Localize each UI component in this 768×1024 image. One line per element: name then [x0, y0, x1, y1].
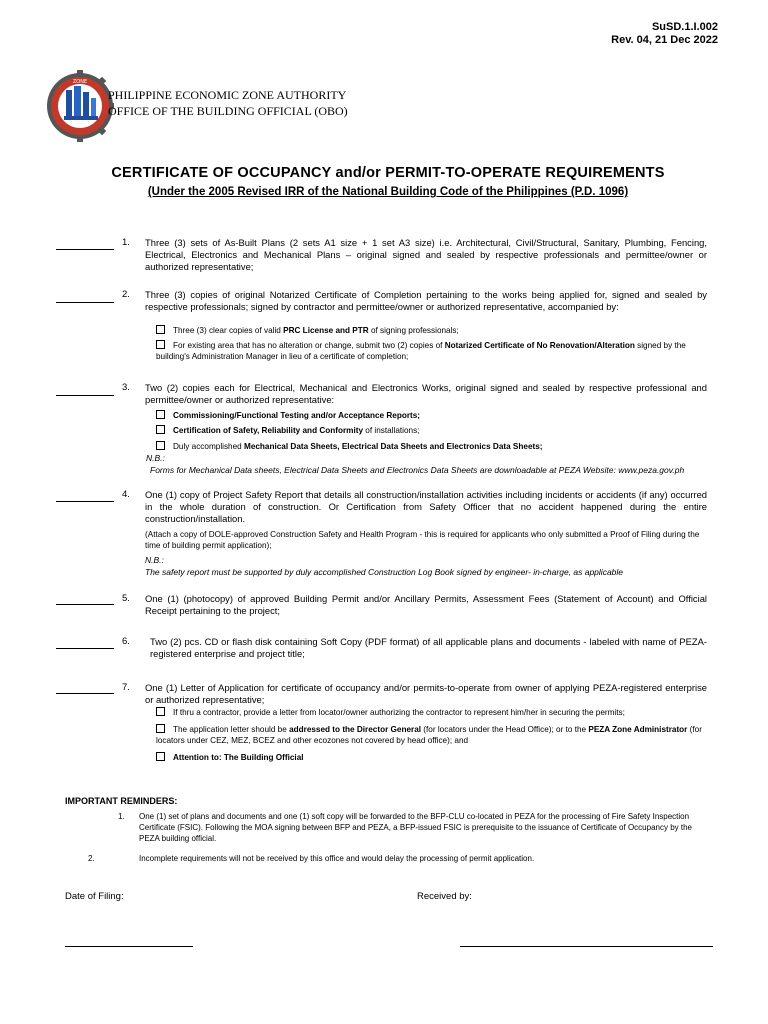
office-name: OFFICE OF THE BUILDING OFFICIAL (OBO) [108, 104, 348, 118]
checkline-item-2[interactable] [56, 302, 114, 303]
page-title: CERTIFICATE OF OCCUPANCY and/or PERMIT-TO-OPERATE REQUIREMENTS [111, 165, 665, 181]
reminder-number: 1. [118, 812, 125, 821]
checkbox[interactable] [156, 325, 165, 334]
reminders-heading: IMPORTANT REMINDERS: [65, 796, 178, 806]
checkbox[interactable] [156, 441, 165, 450]
checkbox[interactable] [156, 425, 165, 434]
item-number: 1. [122, 237, 130, 248]
item-text: Two (2) pcs. CD or flash disk containing Soft Copy (PDF format) of all applicable plans and documents - labeled with name of PEZA-registered enterprise and project title; [150, 636, 707, 659]
svg-text:ZONE: ZONE [72, 79, 88, 85]
reminder-number: 2. [88, 854, 95, 863]
checkline-item-5[interactable] [56, 604, 114, 605]
nb-label: N.B.: [145, 555, 164, 565]
list-item: If thru a contractor, provide a letter from locator/owner authorizing the contractor to represent him/her in securing the permits; [156, 707, 706, 718]
item-note: (Attach a copy of DOLE-approved Construction Safety and Health Program - this is required for applicants who only submitted a Proof of Filing during the time of building permit application); [145, 530, 700, 550]
nb-label: N.B.: [146, 453, 165, 463]
revision-date: Rev. 04, 21 Dec 2022 [611, 34, 718, 46]
item-text: One (1) copy of Project Safety Report that details all construction/installation activities including incidents or accidents (if any) occurred in the whole duration of construction. Or Certification from Safety Officer that no accident happened during the entire construction/installation. [145, 489, 707, 524]
org-name: PHILIPPINE ECONOMIC ZONE AUTHORITY [108, 88, 347, 102]
checkbox[interactable] [156, 752, 165, 761]
checkbox[interactable] [156, 707, 165, 716]
nb-text: The safety report must be supported by duly accomplished Construction Log Book signed by engineer- in-charge, as applicable [145, 567, 624, 577]
peza-logo [42, 70, 114, 142]
item-number: 2. [122, 289, 130, 300]
checkline-item-6[interactable] [56, 648, 114, 649]
checkbox[interactable] [156, 340, 165, 349]
item-number: 5. [122, 593, 130, 604]
item-number: 7. [122, 682, 130, 693]
checkbox[interactable] [156, 410, 165, 419]
document-code: SuSD.1.I.002 [651, 21, 718, 33]
checkbox[interactable] [156, 724, 165, 733]
item-number: 4. [122, 489, 130, 500]
checkline-item-1[interactable] [56, 249, 114, 250]
page-subtitle: (Under the 2005 Revised IRR of the National Building Code of the Philippines (P.D. 1096) [147, 186, 629, 198]
list-item: The application letter should be addressed to the Director General (for locators under the Head Office); or to the PEZA Zone Administrator (for locators under CEZ, MEZ, BCEZ and other ecozones not covered by head office); and [156, 725, 702, 745]
checkline-item-3[interactable] [56, 395, 114, 396]
received-by-label: Received by: [417, 891, 472, 902]
item-number: 6. [122, 636, 130, 647]
item-text: Three (3) sets of As-Built Plans (2 sets A1 size + 1 set A3 size) i.e. Architectural, Civil/Structural, Sanitary, Plumbing, Fencing, Electrical, Electronics and Mechanical Plans – original signed and sealed by respective professionals and permittee/owner or authorized representative; [145, 237, 707, 272]
checkline-item-4[interactable] [56, 501, 114, 502]
list-item: Three (3) clear copies of valid PRC License and PTR of signing professionals; [156, 325, 706, 336]
item-text: One (1) (photocopy) of approved Building Permit and/or Ancillary Permits, Assessment Fees (Statement of Account) and Official Receipt pertaining to the project; [145, 593, 707, 616]
received-by-line[interactable] [460, 946, 713, 947]
list-item: Attention to: The Building Official [156, 752, 706, 763]
item-text: Two (2) copies each for Electrical, Mechanical and Electronics Works, original signed and sealed by respective professional and permittee/owner or authorized representative: [145, 382, 707, 405]
item-text: One (1) Letter of Application for certificate of occupancy and/or permits-to-operate from owner of applying PEZA-registered enterprise or authorized representative; [145, 682, 707, 705]
list-item: For existing area that has no alteration or change, submit two (2) copies of Notarized Certificate of No Renovation/Alteration signed by the building's Administration Manager in lieu of a certificate of completion; [156, 341, 686, 361]
reminder-text: Incomplete requirements will not be received by this office and would delay the processing of permit application. [139, 854, 535, 863]
reminder-text: One (1) set of plans and documents and one (1) soft copy will be forwarded to the BFP-CLU co-located in PEZA for the processing of Fire Safety Inspection Certificate (FSIC). Following the MOA signing between BFP and PEZA, a BFP-issued FSIC is prerequisite to the issuance of Certificate of Occupancy by the PEZA building official. [139, 812, 692, 843]
item-text: Three (3) copies of original Notarized Certificate of Completion pertaining to the works being applied for, signed and sealed by respective professionals; signed by contractor and permittee/owner or authorized representative, accompanied by: [145, 289, 707, 312]
list-item: Certification of Safety, Reliability and Conformity of installations; [156, 425, 706, 436]
date-of-filing-label: Date of Filing: [65, 891, 124, 902]
list-item: Commissioning/Functional Testing and/or Acceptance Reports; [156, 410, 706, 421]
list-item: Duly accomplished Mechanical Data Sheets, Electrical Data Sheets and Electronics Data Sheets; [156, 441, 706, 452]
nb-text: Forms for Mechanical Data sheets, Electrical Data Sheets and Electronics Data Sheets are downloadable at PEZA Website: www.peza.gov.ph [150, 465, 685, 475]
checkline-item-7[interactable] [56, 693, 114, 694]
date-of-filing-line[interactable] [65, 946, 193, 947]
item-number: 3. [122, 382, 130, 393]
